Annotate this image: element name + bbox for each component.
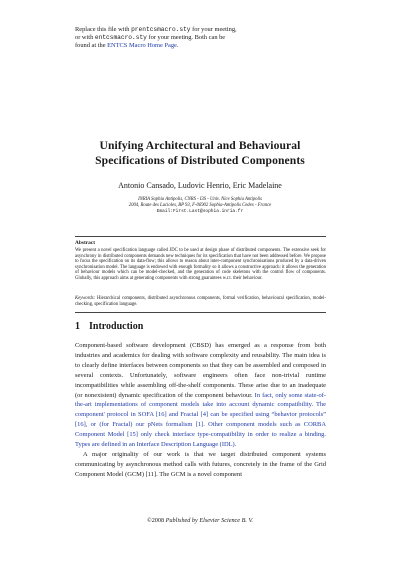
authors: Antonio Cansado, Ludovic Henrio, Eric Madelaine (118, 181, 282, 190)
macro-replacement-note (75, 26, 315, 50)
highlighted-text: In fact, only some state-of-the-art implementations of component models take into account dynamic compatibility. The component' protocol in SOFA [16] and Fractal [4] can be specified using “behavior protocols” [16], or (for Fractal) our pNets formalism [1]. Other component models such as CORBA Component Model [15] only check interface type-compatibility in order to realize a binding. Types are defined in an Interface Description Language (IDL). (75, 391, 326, 449)
paper-title (40, 139, 360, 168)
copyright: ©2008 (147, 517, 165, 524)
prentcsmacro-filename: prentcsmacro.sty (131, 26, 191, 33)
note-line-1: Replace this file with prentcsmacro.sty for your meeting, (75, 26, 237, 33)
affiliation-line-2: 2004, Route des Lucioles, BP 93, F-06902 Sophia-Antipolis Cedex - France (128, 202, 272, 208)
intro-paragraph-2: A major originality of our work is that we target distributed component systems communicating by asynchronous method calls with futures, concretely in the frame of the Grid Component Model (GCM) [11]. The GCM is a novel component (75, 450, 326, 478)
section-heading-introduction (75, 321, 143, 332)
entcs-macro-home-link[interactable]: ENTCS Macro Home Page (107, 42, 177, 49)
affiliation (40, 197, 360, 214)
intro-paragraph-1: Component-based software development (CBSD) has emerged as a response from both industries and academics for dealing with software complexity and reusability. The main idea is to clearly define interfaces between components so that they can be assembled and composed in several contexts. Unfortunately, software engineers often face non-trivial runtime incompatibilities while assembling off-the-shelf components. These arise due to an inadequate (or nonexistent) dynamic specification of the component behaviour. In fact, only some state-of-the-art implementations of component models take into account dynamic compatibility. The component' protocol in SOFA [16] and Fractal [4] can be specified using “behavior protocols” [16], or (for Fractal) our pNets formalism [1]. Other component models such as CORBA Component Model [15] only check interface type-compatibility in order to realize a binding. Types are defined in an Interface Description Language (IDL). (75, 342, 326, 449)
note-line-3: found at the ENTCS Macro Home Page. (75, 42, 179, 49)
note-line-2: or with entcsmacro.sty for your meeting. Both can be (75, 34, 226, 41)
keywords (75, 296, 326, 307)
section-number: 1 (75, 321, 80, 332)
entcsmacro-filename: entcsmacro.sty (94, 34, 147, 41)
abstract-top-rule (75, 236, 326, 237)
author-email: Email:First.Last@sophia.inria.fr (156, 208, 244, 214)
section-title: Introduction (89, 321, 144, 332)
introduction-body (75, 341, 326, 480)
affiliation-line-1: INRIA Sophia Antipolis, CNRS - I3S - Univ. Nice Sophia Antipolis (138, 197, 262, 202)
abstract-bottom-rule (75, 312, 326, 313)
keywords-list: Hierarchical components, distributed asynchronous components, formal verification, behavioural specification, model-checking, specification language. (75, 296, 326, 307)
abstract-text: We present a novel specification language called JDC to be used at design phase of distributed components. The extensive seek for asynchrony in distributed components demands new techniques for its specification that have not been addressed before. We propose to focus the specification on its data-flow; this allows to reason about inter-component synchronisations produced by a data-driven synchronisation model. The language is endowed with enough formality so it allows a constructive approach: it allows the generation of behaviour models which can be model-checked, and the generation of code skeletons with the control flow of components. Globally, this approach aims at generating components with strong guarantees w.r.t. their behaviour. (75, 248, 326, 281)
keywords-label: Keywords: (75, 296, 96, 301)
publisher-note: Published by Elsevier Science B. V. (165, 517, 253, 524)
title-line-2: Specifications of Distributed Components (95, 153, 305, 167)
abstract-heading: Abstract (75, 240, 96, 246)
page-footer (40, 517, 360, 524)
title-line-1: Unifying Architectural and Behavioural (99, 139, 301, 152)
